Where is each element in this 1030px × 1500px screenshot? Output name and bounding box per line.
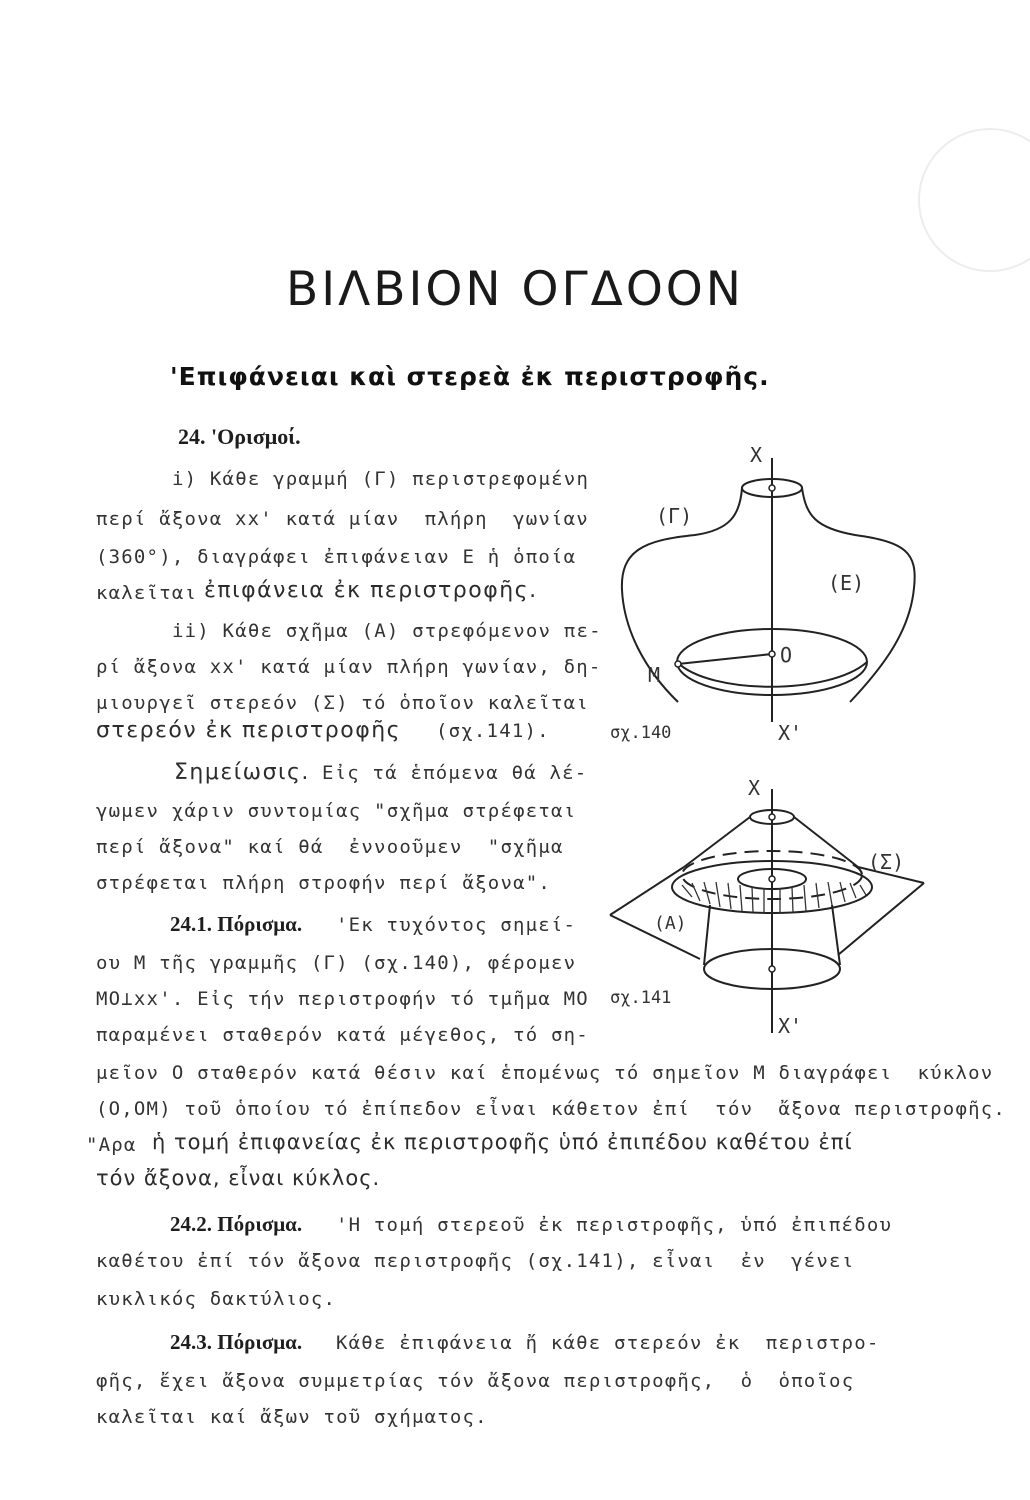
lower-side-left (704, 905, 710, 965)
corollary-24-1-line: μεῖον Ο σταθερόν κατά θέσιν καί ἑπομένως τό σημεῖον Μ διαγράφει κύκλον (96, 1062, 994, 1084)
section-24-heading: 24. 'Ορισμοί. (178, 424, 301, 449)
definition-i-line: περί ἄξονα xx' κατά μίαν πλήρη γωνίαν (96, 508, 589, 530)
cone-side-left (684, 817, 750, 867)
corollary-24-3-line: καλεῖται καί ἄξων τοῦ σχήματος. (96, 1406, 488, 1428)
conclusion-end: τόν ἄξονα, εἶναι κύκλος. (96, 1166, 381, 1190)
solid-of-revolution-term: στερεόν ἐκ περιστροφῆς (96, 718, 402, 743)
radius-mo (678, 654, 772, 664)
definition-i-line: (360°), διαγράφει ἐπιφάνειαν Ε ἡ ὁποία (96, 546, 577, 568)
note-line: περί ἄξονα" καί θά ἐννοοῦμεν "σχῆμα (96, 836, 564, 858)
corollary-24-1-line: (Ο,ΟΜ) τοῦ ὁποίου τό ἐπίπεδον εἶναι κάθετον ἐπί τόν ἄξονα περιστροφῆς. (96, 1098, 1007, 1120)
cone-side-right (794, 817, 858, 867)
note-line: γωμεν χάριν συντομίας "σχῆμα στρέφεται (96, 800, 577, 822)
definition-ii-line: ii) Κάθε σχῆμα (Α) στρεφόμενον πε- (172, 620, 602, 642)
corollary-24-1-line: 'Εκ τυχόντος σημεί- (336, 914, 577, 936)
label-curve-gamma: (Γ) (656, 504, 693, 528)
note-line: Εἰς τά ἑπόμενα θά λέ- (322, 762, 588, 784)
figure-140-caption: σχ.140 (610, 723, 672, 743)
chapter-title: 'Επιφάνειαι καὶ στερεὰ ἐκ περιστροφῆς. (170, 362, 770, 391)
label-center-o: Ο (780, 643, 793, 667)
label-surface-e: (Ε) (828, 571, 865, 595)
figure-141-caption: σχ.141 (610, 988, 672, 1008)
corollary-24-2-line: 'Η τομή στερεοῦ ἐκ περιστροφῆς, ὑπό ἐπιπέδου (336, 1214, 893, 1236)
library-stamp (918, 128, 1030, 272)
book-title: ΒΙΛΒΙΟΝ ΟΓΔΟΟΝ (286, 262, 744, 317)
corollary-24-3-line: Κάθε ἐπιφάνεια ἤ κάθε στερεόν ἐκ περιστρο- (336, 1332, 880, 1354)
lower-center-point (769, 966, 775, 972)
corollary-24-1-heading: 24.1. Πόρισμα. (170, 912, 303, 936)
definition-i-line: i) Κάθε γραμμή (Γ) περιστρεφομένη (172, 468, 590, 490)
label-x-top: X (748, 776, 761, 800)
corollary-24-2-line: καθέτου ἐπί τόν ἄξονα περιστροφῆς (σχ.141), εἶναι ἐν γένει (96, 1250, 855, 1272)
center-point-o (769, 651, 775, 657)
label-x-bottom: X' (778, 1014, 803, 1038)
surface-of-revolution-term: ἐπιφάνεια ἐκ περιστροφῆς. (204, 578, 538, 603)
conclusion-main: ἡ τομή ἐπιφανείας ἐκ περιστροφῆς ὑπό ἐπιπέδου καθέτου ἐπί (152, 1130, 853, 1154)
label-x-top: X (750, 443, 763, 467)
label-solid-sigma: (Σ) (868, 850, 905, 874)
top-point (769, 814, 775, 820)
corollary-24-3-line: φῆς, ἔχει ἄξονα συμμετρίας τόν ἄξονα περιστροφῆς, ὁ ὁποῖος (96, 1370, 855, 1392)
corollary-24-2-line: κυκλικός δακτύλιος. (96, 1288, 337, 1310)
note-label: Σημείωσις. (174, 760, 310, 785)
label-shape-a: (Α) (654, 913, 687, 934)
ring-center-point (769, 876, 775, 882)
figure-141 (600, 775, 930, 1050)
corollary-24-1-line: ου Μ τῆς γραμμῆς (Γ) (σχ.140), φέρομεν (96, 952, 577, 974)
label-point-m: Μ (648, 663, 661, 687)
label-x-bottom: X' (778, 721, 803, 745)
corollary-24-1-line: ΜΟ⊥xx'. Εἰς τήν περιστροφήν τό τμῆμα ΜΟ (96, 988, 589, 1010)
top-point (769, 485, 775, 491)
definition-ii-line: ρί ἄξονα xx' κατά μίαν πλήρη γωνίαν, δη- (96, 656, 602, 678)
figure-140 (600, 440, 930, 760)
point-m (675, 661, 681, 667)
figure-reference: (σχ.141). (436, 720, 550, 742)
right-profile-curve (802, 488, 915, 702)
corollary-24-1-line: παραμένει σταθερόν κατά μέγεθος, τό ση- (96, 1024, 589, 1046)
lower-side-right (832, 905, 840, 965)
corollary-24-2-heading: 24.2. Πόρισμα. (170, 1212, 303, 1236)
definition-i-line: καλεῖται (96, 582, 198, 604)
envelope-right-lower (838, 883, 924, 955)
definition-ii-line: μιουργεῖ στερεόν (Σ) τό ὁποῖον καλεῖται (96, 692, 589, 714)
conclusion-lead: "Αρα (86, 1134, 137, 1156)
corollary-24-3-heading: 24.3. Πόρισμα. (170, 1330, 303, 1354)
note-line: στρέφεται πλήρη στροφήν περί ἄξονα". (96, 872, 552, 894)
